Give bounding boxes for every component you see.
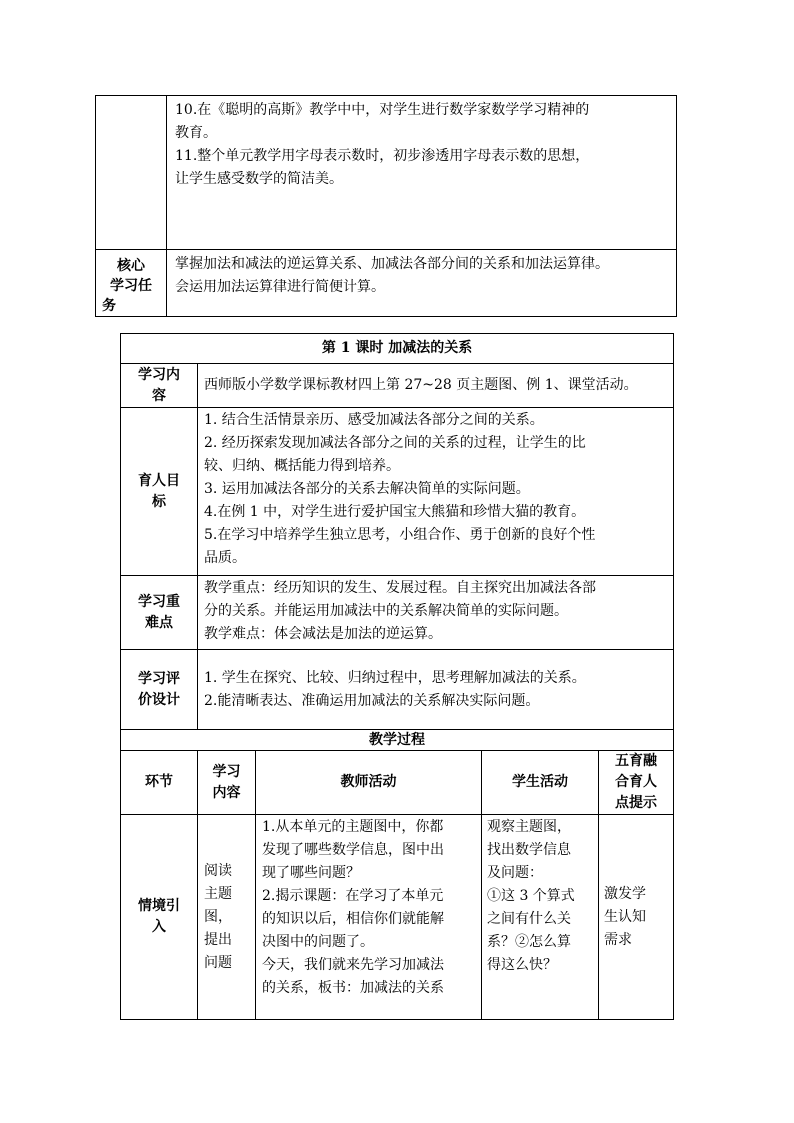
text-line: 10.在《聪明的高斯》教学中中，对学生进行数学家数学学习精神的	[175, 102, 590, 118]
col-content-header: 学习 内容	[198, 751, 256, 815]
teacher-activity-cell: 1.从本单元的主题图中，你都 发现了哪些数学信息，图中出 现了哪些问题？ 2.揭示课题：在学习了本单元 的知识以后，相信你们就能解 决图中的问题了。 今天，我们就来先学习加减法 的关系，板书：加减法的关系	[256, 815, 482, 1020]
table-row	[121, 650, 674, 730]
table-row	[96, 96, 677, 250]
stage-cell: 情境引 入	[121, 815, 198, 1020]
table-row	[121, 730, 674, 751]
col-tips-header: 五育融 合育人 点提示	[599, 751, 674, 815]
table-row	[121, 408, 674, 576]
col-teacher-header: 教师活动	[256, 751, 482, 815]
table-row	[121, 815, 674, 1020]
text-line: 教育。	[175, 125, 217, 141]
goals-label: 育人目 标	[121, 408, 198, 576]
content-cell: 西师版小学数学课标教材四上第 27~28 页主题图、例 1、课堂活动。	[198, 364, 674, 408]
text-line: 掌握加法和减法的逆运算关系、加减法各部分间的关系和加法运算律。	[175, 256, 609, 272]
content-label: 学习内 容	[121, 364, 198, 408]
key-points-cell: 教学重点：经历知识的发生、发展过程。自主探究出加减法各部 分的关系。并能运用加减法中的关系解决简单的实际问题。 教学难点：体会减法是加法的逆运算。	[198, 576, 674, 650]
process-title: 教学过程	[121, 730, 674, 751]
table-row	[121, 364, 674, 408]
col-stage-header: 环节	[121, 751, 198, 815]
text-line: 让学生感受数学的简洁美。	[175, 171, 343, 187]
unit-goals-table	[95, 95, 677, 317]
row-label-empty	[96, 96, 167, 250]
evaluation-label: 学习评 价设计	[121, 650, 198, 730]
table-row	[121, 751, 674, 815]
table-row	[121, 576, 674, 650]
tips-cell: 激发学 生认知 需求	[599, 815, 674, 1020]
table-row	[121, 334, 674, 364]
core-task-cell	[167, 250, 677, 317]
student-activity-cell: 观察主题图， 找出数学信息 及问题： ①这 3 个算式 之间有什么关 系？②怎么算 得这么快？	[482, 815, 599, 1020]
goals-continued-cell	[167, 96, 677, 250]
goals-cell: 1. 结合生活情景亲历、感受加减法各部分之间的关系。 2. 经历探索发现加减法各部分之间的关系的过程，让学生的比 较、归纳、概括能力得到培养。 3. 运用加减法各部分的关系去解决简单的实际问题。 4.在例 1 中，对学生进行爱护国宝大熊猫和珍惜大猫的教育。 5.在学习中培养学生独立思考，小组合作、勇于创新的良好个性 品质。	[198, 408, 674, 576]
content-cell: 阅读 主题 图， 提出 问题	[198, 815, 256, 1020]
lesson-title: 第 1 课时 加减法的关系	[121, 334, 674, 364]
col-student-header: 学生活动	[482, 751, 599, 815]
table-row	[96, 250, 677, 317]
lesson-plan-table	[120, 333, 674, 1020]
text-line: 11.整个单元教学用字母表示数时，初步渗透用字母表示数的思想，	[175, 148, 590, 164]
key-points-label: 学习重 难点	[121, 576, 198, 650]
evaluation-cell: 1. 学生在探究、比较、归纳过程中，思考理解加减法的关系。 2.能清晰表达、准确运用加减法的关系解决实际问题。	[198, 650, 674, 730]
text-line: 会运用加法运算律进行简便计算。	[175, 279, 385, 295]
core-task-label: 核心 学习任 务	[96, 250, 167, 317]
